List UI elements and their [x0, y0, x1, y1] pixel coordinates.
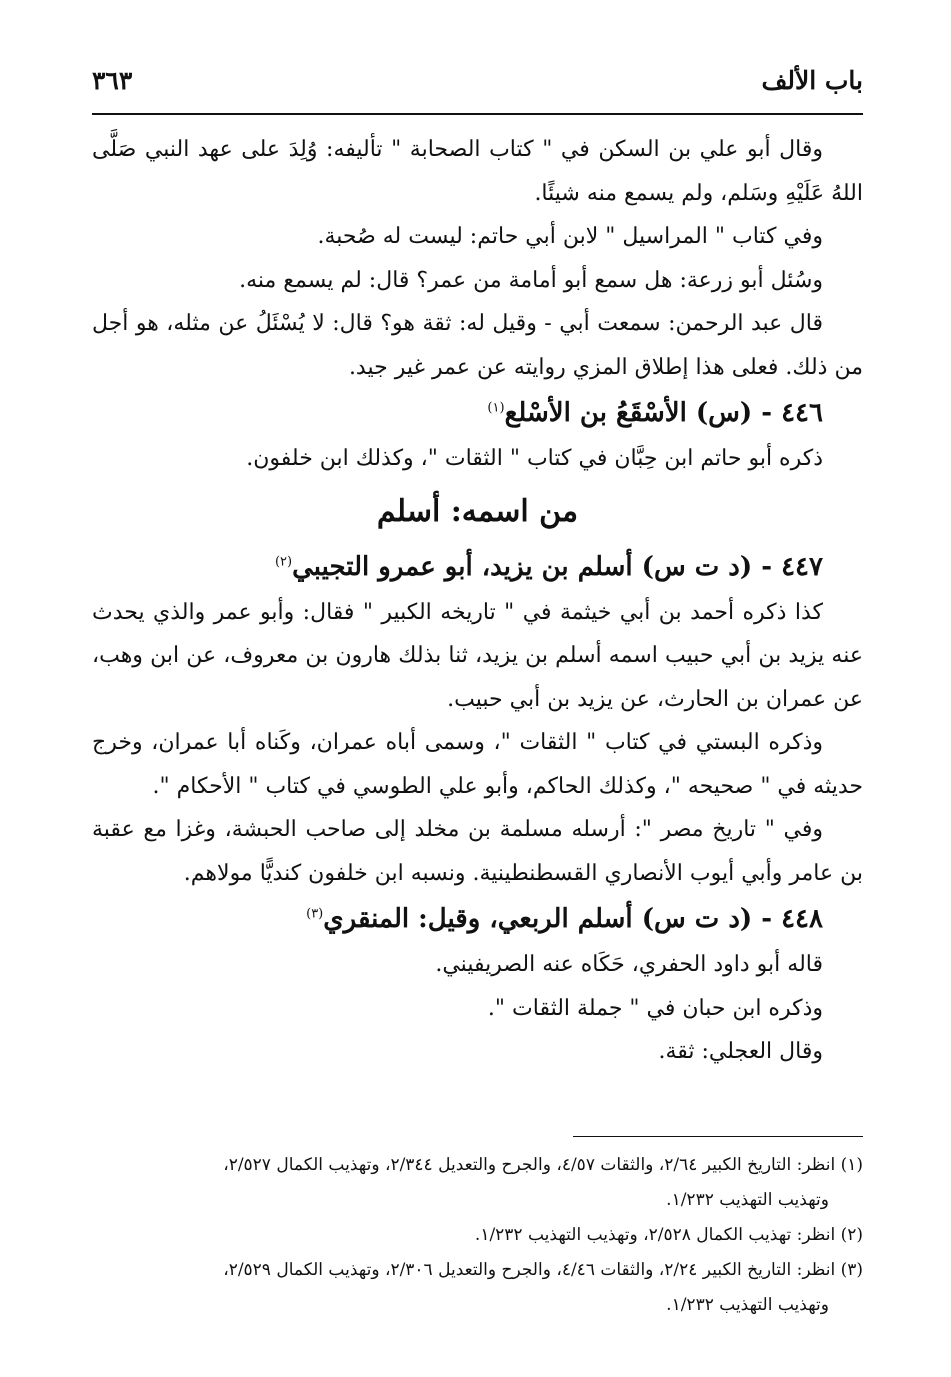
running-header [92, 66, 863, 95]
entry-heading-448 [92, 895, 863, 943]
footnote-1-continuation: وتهذيب التهذيب ١/٢٣٢. [666, 1190, 829, 1210]
footnote-3: (٣) انظر: التاريخ الكبير ٢/٢٤، والثقات ٤/٤٦، والجرح والتعديل ٢/٣٠٦، وتهذيب الكمال ٢/٥٢٩، [223, 1260, 863, 1280]
footnotes [92, 1148, 863, 1323]
paragraph: قاله أبو داود الحفري، حَكَاه عنه الصريفيني. [435, 952, 823, 977]
paragraph: وقال أبو علي بن السكن في " كتاب الصحابة " تأليفه: وُلِدَ على عهد النبي صَلَّى اللهُ عَلَيْهِ وسَلم، ولم يسمع منه شيئًا. [92, 137, 863, 206]
section-heading: من اسمه: أسلم [376, 493, 579, 529]
footnote-ref: (٢) [274, 553, 293, 569]
paragraph: وفي " تاريخ مصر ": أرسله مسلمة بن مخلد إلى صاحب الحبشة، وغزا مع عقبة بن عامر وأبي أيوب الأنصاري القسطنطينية. ونسبه ابن خلفون كنديًّا مولاهم. [92, 817, 863, 886]
footnote-divider [573, 1136, 863, 1137]
paragraph: وسُئل أبو زرعة: هل سمع أبو أمامة من عمر؟ قال: لم يسمع منه. [239, 267, 823, 293]
paragraph: وذكره ابن حبان في " جملة الثقات ". [487, 995, 823, 1021]
entry-heading-446 [92, 389, 863, 437]
entry-title: ٤٤٦ - (س) الأسْقَعُ بن الأسْلع [504, 398, 823, 428]
footnote-ref: (٣) [306, 906, 324, 922]
entry-heading-447 [92, 543, 863, 591]
paragraph: ذكره أبو حاتم ابن حِبَّان في كتاب " الثقات "، وكذلك ابن خلفون. [246, 446, 823, 471]
page-number: ٣٦٣ [92, 66, 133, 95]
paragraph: قال عبد الرحمن: سمعت أبي - وقيل له: ثقة هو؟ قال: لا يُسْئَلُ عن مثله، هو أجل من ذلك. فعلى هذا إطلاق المزي روايته عن عمر غير جيد. [92, 311, 863, 380]
paragraph: كذا ذكره أحمد بن أبي خيثمة في " تاريخه الكبير " فقال: وأبو عمر والذي يحدث عنه يزيد بن أبي حبيب اسمه أسلم بن يزيد، ثنا بذلك هارون بن معروف، عن ابن وهب، عن عمران بن الحارث، عن يزيد بن أبي حبيب. [92, 599, 863, 712]
footnote-ref: (١) [487, 400, 505, 416]
entry-title: ٤٤٨ - (د ت س) أسلم الربعي، وقيل: المنقري [323, 904, 823, 934]
entry-title: ٤٤٧ - (د ت س) أسلم بن يزيد، أبو عمرو التجيبي [292, 551, 823, 582]
footnote-3-continuation: وتهذيب التهذيب ١/٢٣٢. [666, 1295, 829, 1315]
footnote-1: (١) انظر: التاريخ الكبير ٢/٦٤، والثقات ٤/٥٧، والجرح والتعديل ٢/٣٤٤، وتهذيب الكمال ٢/٥٢٧، [223, 1155, 863, 1175]
chapter-title: باب الألف [761, 66, 863, 95]
header-divider [92, 113, 863, 115]
footnote-2: (٢) انظر: تهذيب الكمال ٢/٥٢٨، وتهذيب التهذيب ١/٢٣٢. [474, 1225, 863, 1245]
paragraph: وفي كتاب " المراسيل " لابن أبي حاتم: ليست له صُحبة. [317, 224, 823, 249]
main-text [92, 128, 863, 1074]
paragraph: وذكره البستي في كتاب " الثقات "، وسمى أباه عمران، وكَناه أبا عمران، وخرج حديثه في " صحيحه "، وكذلك الحاكم، وأبو علي الطوسي في كتاب " الأحكام ". [92, 730, 863, 799]
paragraph: وقال العجلي: ثقة. [658, 1039, 823, 1064]
